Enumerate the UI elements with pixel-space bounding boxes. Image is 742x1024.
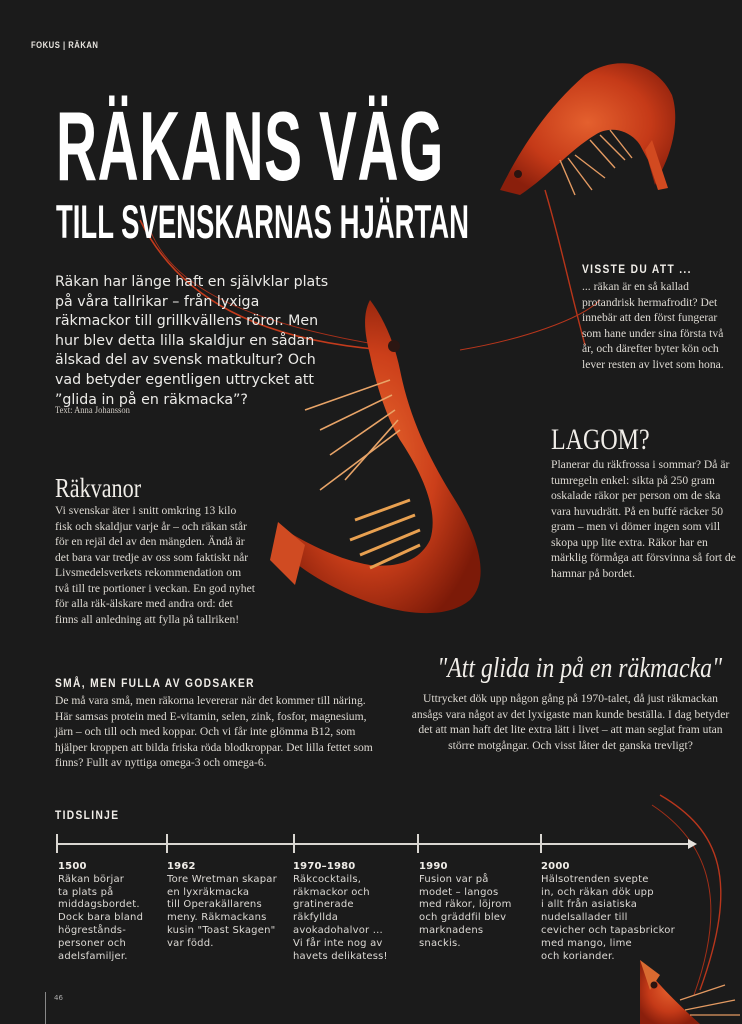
timeline-text-line: och gräddfil blev [419,912,507,924]
timeline-text-line: gratinerade [293,899,354,911]
timeline-tick [540,834,542,853]
timeline-heading: TIDSLINJE [55,808,120,822]
timeline-text-line: havets delikatess! [293,950,388,962]
section-rakvanor [55,473,255,627]
timeline-tick [293,834,295,853]
fact-box-lagom [551,425,736,581]
page-title: RÄKANS VÄG [56,91,444,201]
section-quote [408,651,733,753]
timeline-axis [56,843,688,845]
timeline-tick [166,834,168,853]
timeline-text-line: kusin "Toast Skagen" [167,924,276,936]
timeline-text-line: till Operakällarens [167,899,262,911]
timeline-text-line: med mango, lime [541,937,632,949]
timeline-item [293,861,388,963]
byline: Text: Anna Johansson [55,406,130,416]
timeline-text-line: räkfyllda [293,912,339,924]
timeline-text-line: Vi får inte nog av [293,937,383,949]
timeline-text-line: Fusion var på [419,873,489,885]
quote-body: Uttrycket dök upp någon gång på 1970-talet, då just räkmackan ansågs vara något av det lyxigaste man kunde beställa. I dag betyder det att man haft det lite extra lätt i livet – att man seglat fram utan större motgångar. Och visst låter det ganska trevligt? [411,692,730,752]
section-kicker: FOKUS | RÄKAN [31,40,99,50]
timeline-text-line: personer och [58,937,127,949]
lagom-heading: LAGOM? [551,423,650,456]
timeline-text-line: avokadohalvor ... [293,924,383,936]
timeline-year: 1962 [167,861,196,872]
timeline-text-line: Dock bara bland [58,912,144,924]
timeline-text-line: var född. [167,937,214,949]
sma-body: De må vara små, men räkorna levererar när det kommer till näring. Här samsas protein med E-vitamin, selen, zink, fosfor, magnesium, järn – och till och med koppar. Och vi får inte glömma B12, som hjälper kroppen att bilda friska röda blodkroppar. Det lilla fettet som finns? Fullt av nyttiga omega-3 och omega-6. [55,694,373,769]
fact-box-visste-du-att [582,262,737,372]
timeline-text-line: en lyxräkmacka [167,886,250,898]
timeline-item [58,861,143,963]
timeline-text-line: Räkan börjar [58,873,125,885]
rakvanor-body: Vi svenskar äter i snitt omkring 13 kilo fisk och skaldjur varje år – och räkan står för en rejäl del av den mängden. Ändå är det bara var tredje av oss som faktiskt når Livsmedelsverkets rekommendation om två till tre portioner i veckan. En god nyhet för alla räk-älskare med andra ord: det finns all anledning att fylla på tallriken! [55,504,255,626]
timeline-tick [417,834,419,853]
page-number: 46 [54,994,63,1002]
timeline-text-line: i allt från asiatiska [541,899,638,911]
timeline-item [167,861,277,951]
ingress-text: Räkan har länge haft en självklar plats på våra tallrikar – från lyxiga räkmackor till grillkvällens röror. Men hur blev detta lilla skaldjur en sådan älskad del av svensk matkultur? Och vad betyder egentligen uttrycket att ”glida in på en räkmacka”? [55,274,329,408]
quote-heading: "Att glida in på en räkmacka" [437,652,723,684]
timeline-text-line: adelsfamiljer. [58,950,128,962]
page-divider [45,992,46,1024]
sma-heading: SMÅ, MEN FULLA AV GODSAKER [55,676,255,690]
timeline-year: 2000 [541,861,570,872]
timeline-text-line: ta plats på [58,886,114,898]
timeline-text-line: meny. Räkmackans [167,912,267,924]
timeline-text-line: med räkor, löjrom [419,899,512,911]
timeline-text-line: och koriander. [541,950,615,962]
timeline-text-line: middagsbordet. [58,899,140,911]
timeline-item [541,861,675,963]
timeline-text-line: nudelsallader till [541,912,628,924]
section-sma-men-fulla [55,676,385,771]
timeline-text-line: snackis. [419,937,461,949]
timeline-text-line: Tore Wretman skapar [167,873,277,885]
page-subtitle: TILL SVENSKARNAS HJÄRTAN [56,195,469,248]
fact-box-body: ... räkan är en så kallad protandrisk hermafrodit? Det innebär att den först fungerar som hane under sina första två år, och därefter byter kön och lever resten av livet som hona. [582,280,724,371]
timeline-year: 1970–1980 [293,861,356,872]
timeline-year: 1990 [419,861,448,872]
timeline-text-line: modet – langos [419,886,499,898]
timeline-text-line: räkmackor och [293,886,370,898]
timeline-text-line: högrestånds- [58,924,127,936]
lagom-body: Planerar du räkfrossa i sommar? Då är tumregeln enkel: sikta på 250 gram oskalade räkor per person om de ska vara huvudrätt. På en buffé räcker 50 gram – men vi dömer ingen som vill skopa upp lite extra. Räkor har en märklig förmåga att försvinna så fort de hamnar på bordet. [551,458,736,580]
timeline-tick [56,834,58,853]
rakvanor-heading: Räkvanor [55,473,142,503]
timeline-text-line: in, och räkan dök upp [541,886,654,898]
timeline-text-line: marknadens [419,924,484,936]
timeline-text-line: cevicher och tapasbrickor [541,924,675,936]
timeline-text-line: Räkcocktails, [293,873,362,885]
timeline-text-line: Hälsotrenden svepte [541,873,649,885]
arrow-right-icon [688,839,697,849]
timeline-year: 1500 [58,861,87,872]
fact-box-heading: VISSTE DU ATT ... [582,262,692,276]
timeline-item [419,861,512,951]
